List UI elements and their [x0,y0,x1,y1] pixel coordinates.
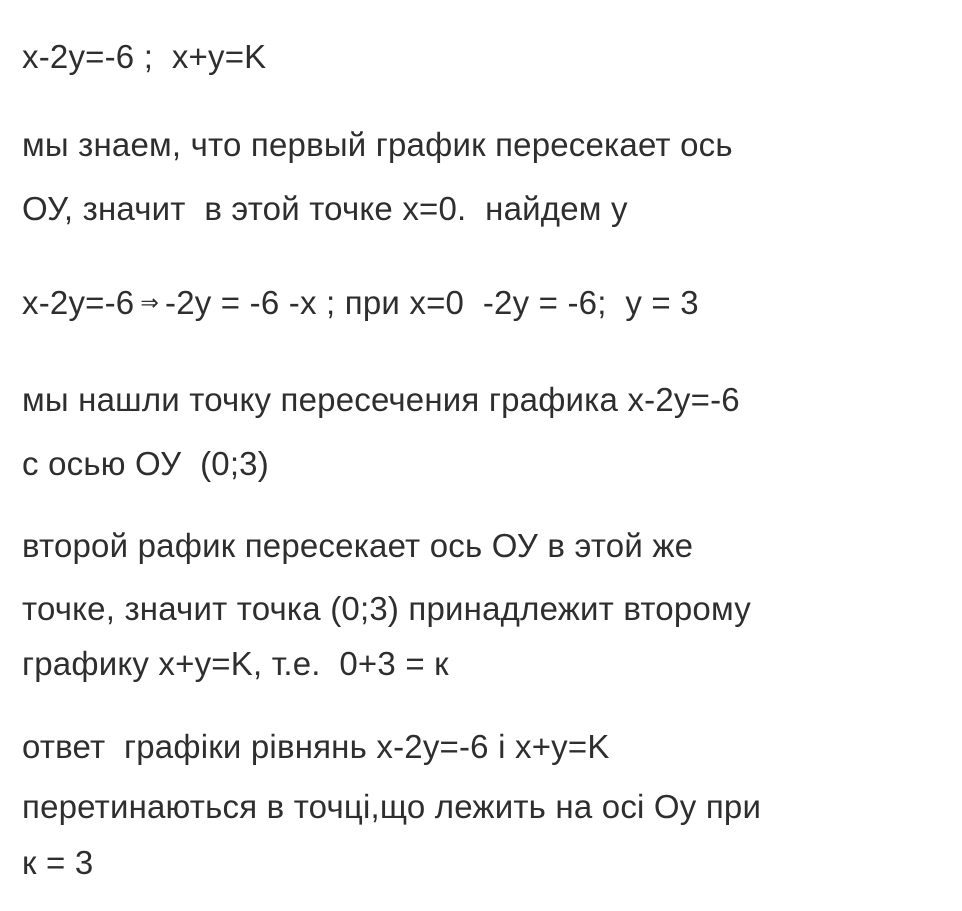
text-line: с осью ОУ (0;3) [22,445,269,482]
text-line: графику x+y=K, т.е. 0+3 = к [22,645,449,682]
text-line: мы знаем, что первый график пересекает ось [22,126,733,163]
equations-line: x-2y=-6 ; x+y=K [22,38,267,75]
equation: x-2y=-6 [22,284,135,321]
answer-line: к = 3 [22,844,94,881]
implies-icon: ⇒ [140,290,159,316]
text-line: ОУ, значит в этой точке х=0. найдем у [22,190,628,227]
answer-line: перетинаються в точці,що лежить на осі Оу при [22,788,762,825]
derivation: -2y = -6 -x ; при х=0 -2у = -6; у = 3 [165,284,699,321]
answer-line: ответ графіки рівнянь x-2y=-6 і x+y=K [22,728,610,765]
text-line: мы нашли точку пересечения графика х-2у=-6 [22,381,740,418]
text-line: второй рафик пересекает ось ОУ в этой же [22,527,694,564]
text-line: точке, значит точка (0;3) принадлежит второму [22,590,751,627]
derivation-line [22,283,699,325]
